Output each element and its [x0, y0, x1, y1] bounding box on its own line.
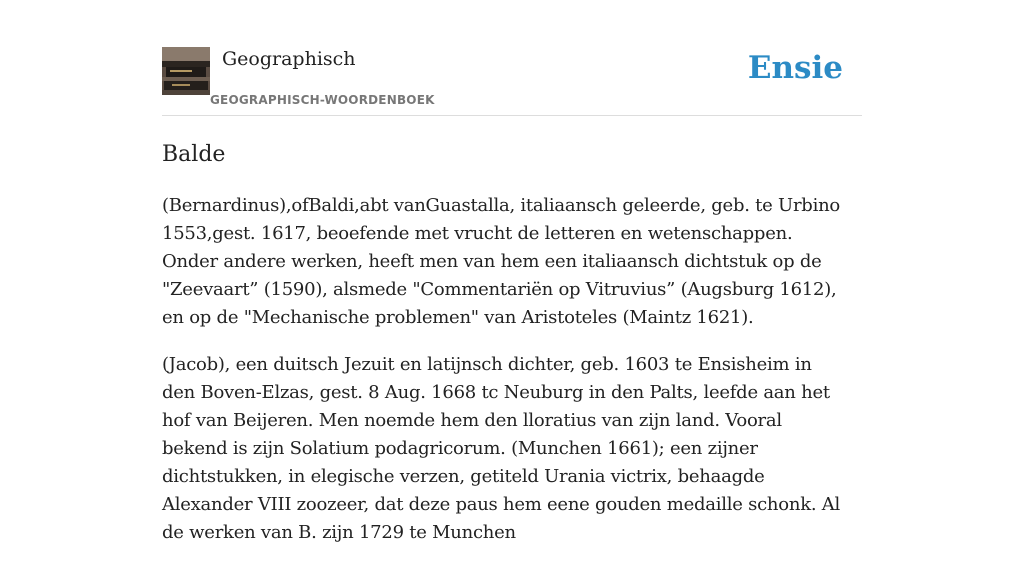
header-divider — [162, 115, 862, 116]
entry-paragraph: (Jacob), een duitsch Jezuit en latijnsch dichter, geb. 1603 te Ensisheim in den Boven-Elzas, gest. 8 Aug. 1668 tc Neuburg in den Palts, leefde aan het hof van Beijeren. Men noemde hem den lloratius van zijn land. Vooral bekend is zijn Solatium podagricorum. (Munchen 1661); een zijner dichtstukken, in elegische verzen, getiteld Urania victrix, behaagde Alexander VIII zoozeer, dat deze paus hem eene gouden medaille schonk. Al de werken van B. zijn 1729 te Munchen — [162, 354, 841, 543]
source-avatar[interactable] — [162, 47, 210, 95]
ensie-logo[interactable]: Ensie — [747, 50, 843, 86]
source-subtitle[interactable]: GEOGRAPHISCH-WOORDENBOEK — [210, 93, 435, 107]
entry-paragraph: (Bernardinus),ofBaldi,abt vanGuastalla, italiaansch geleerde, geb. te Urbino 1553,gest. 1617, beoefende met vrucht de letteren en wetenschappen. Onder andere werken, heeft men van hem een italiaansch dichtstuk op de "Zeevaart” (1590), alsmede "Commentariën op Vitruvius” (Augsburg 1612), en op de "Mechanische problemen" van Aristoteles (Maintz 1621). — [162, 195, 841, 328]
source-title[interactable]: Geographisch — [222, 48, 356, 70]
books-image — [162, 47, 210, 95]
entry-title: Balde — [162, 142, 226, 167]
source-header — [162, 46, 862, 116]
entry-body — [162, 192, 842, 566]
